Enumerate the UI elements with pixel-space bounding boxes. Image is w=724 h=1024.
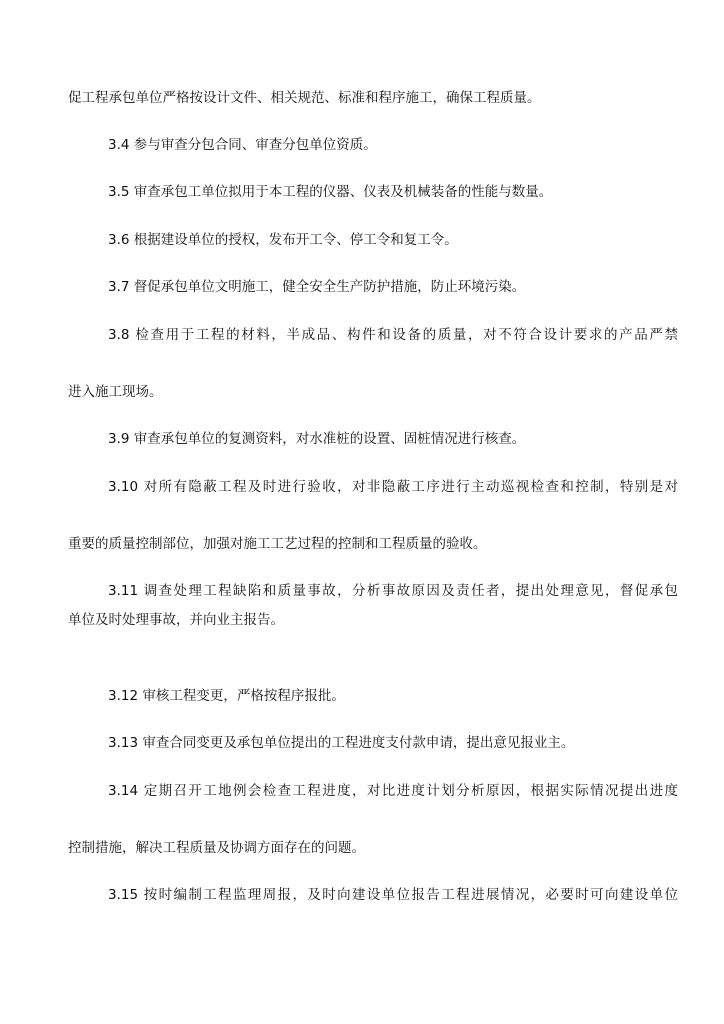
- paragraph-line: 3.13 审查合同变更及承包单位提出的工程进度支付款申请，提出意见报业主。: [108, 735, 575, 751]
- paragraph-line: 3.9 审查承包单位的复测资料，对水准桩的设置、固桩情况进行核查。: [108, 431, 526, 447]
- paragraph-line: 3.11 调查处理工程缺陷和质量事故，分析事故原因及责任者，提出处理意见，督促承包: [108, 583, 678, 599]
- paragraph-line: 3.10 对所有隐蔽工程及时进行验收，对非隐蔽工序进行主动巡视检查和控制，特别是对: [108, 479, 678, 495]
- paragraph-line: 3.12 审核工程变更，严格按程序报批。: [108, 688, 345, 704]
- paragraph-line: 3.6 根据建设单位的授权，发布开工令、停工令和复工令。: [108, 232, 458, 248]
- paragraph-line: 进入施工现场。: [68, 384, 163, 400]
- paragraph-line: 重要的质量控制部位，加强对施工工艺过程的控制和工程质量的验收。: [68, 536, 487, 552]
- paragraph-line: 3.7 督促承包单位文明施工，健全安全生产防护措施，防止环境污染。: [108, 279, 526, 295]
- paragraph-line: 控制措施，解决工程质量及协调方面存在的问题。: [68, 840, 365, 856]
- paragraph-line: 3.15 按时编制工程监理周报，及时向建设单位报告工程进展情况，必要时可向建设单位: [108, 887, 678, 903]
- paragraph-line: 3.5 审查承包工单位拟用于本工程的仪器、仪表及机械装备的性能与数量。: [108, 184, 553, 200]
- paragraph-line: 促工程承包单位严格按设计文件、相关规范、标准和程序施工，确保工程质量。: [68, 90, 541, 106]
- paragraph-line: 3.8 检查用于工程的材料，半成品、构件和设备的质量，对不符合设计要求的产品严禁: [108, 327, 678, 343]
- paragraph-line: 单位及时处理事故，并向业主报告。: [68, 612, 284, 628]
- paragraph-line: 3.4 参与审查分包合同、审查分包单位资质。: [108, 137, 377, 153]
- paragraph-line: 3.14 定期召开工地例会检查工程进度，对比进度计划分析原因，根据实际情况提出进度: [108, 783, 678, 799]
